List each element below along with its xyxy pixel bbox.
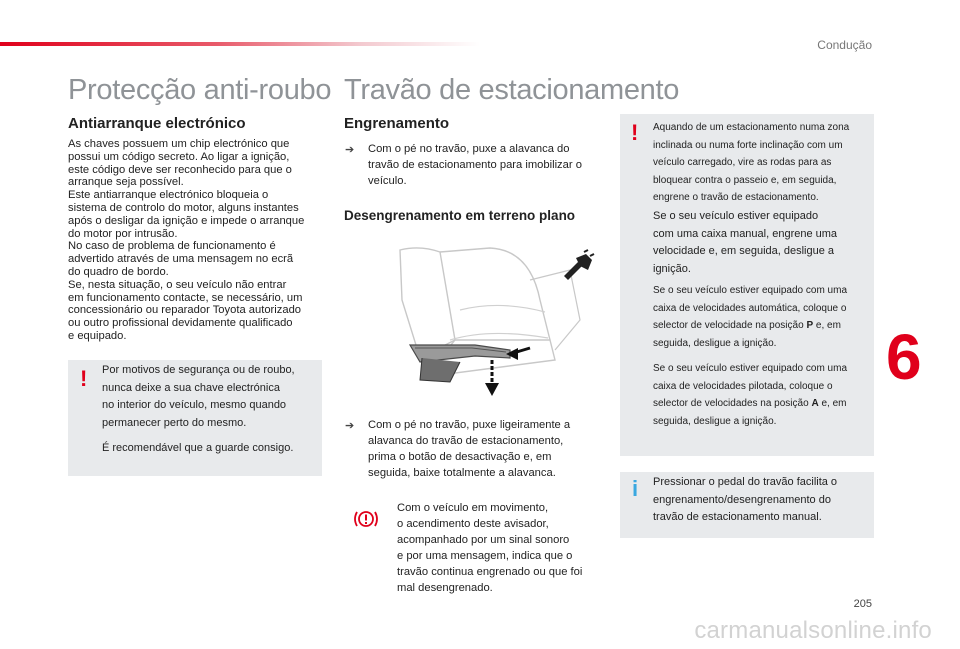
disengage-heading: Desengrenamento em terreno plano (344, 208, 576, 223)
disengage-bullet-icon: ➔ (345, 420, 355, 432)
info-icon: i (632, 476, 639, 501)
right-warning-exclamation-icon: ! (631, 120, 639, 145)
engage-heading: Engrenamento (344, 115, 450, 132)
watermark: carmanualsonline.info (694, 617, 932, 644)
chapter-number: 6 (886, 321, 922, 393)
warning-exclamation-icon: ! (80, 366, 88, 391)
right-warning-text-3: Se o seu veículo estiver equipado com uma caixa de velocidades automática, coloque o selector de velocidade na posição P e, em seguida, desligue a ignição. (653, 285, 847, 349)
disengage-text: Com o pé no travão, puxe ligeiramente a alavanca do travão de estacionamento, prima o botão de desactivação e, em seguida, baixe totalmente a alavanca. (368, 419, 571, 479)
left-paragraphs: As chaves possuem um chip electrónico que possui um código secreto. Ao ligar a ignição, este código deve ser reconhecido para que o arranque seja possível. Este antiarranque electrónico bloqueia o sistema de controlo do motor, alguns instantes após o desligar da ignição e impede o arranque do motor por intrusão. No caso de problema de funcionamento é advertido através de uma mensagem no ecrã do quadro de bordo. Se, nesta situação, o seu veículo não entrar em funcionamento contacte, se necessário, um concessionário ou reparador Toyota autorizado ou outro profissional devidamente qualificado e equipado. (68, 138, 305, 342)
header-accent-bar (0, 42, 480, 46)
middle-title: Travão de estacionamento (344, 74, 680, 106)
brake-warning-lamp-icon (352, 508, 380, 530)
right-warning-text-1: Aquando de um estacionamento numa zona inclinada ou numa forte inclinação com um veículo carregado, vire as rodas para as bloquear contra o passeio e, em seguida, engrene o travão de estacionamento. (653, 122, 850, 203)
left-warning-text-2: É recomendável que a guarde consigo. (102, 442, 294, 454)
brake-alert-text: Com o veículo em movimento, o acendimento deste avisador, acompanhado por um sinal sonoro e por uma mensagem, indica que o travão continua engrenado ou que foi mal desengrenado. (397, 502, 583, 594)
left-title: Protecção anti-roubo (68, 74, 332, 106)
left-subtitle: Antiarranque electrónico (68, 115, 246, 132)
page-number: 205 (853, 598, 872, 610)
engage-bullet-icon: ➔ (345, 144, 355, 156)
right-info-text: Pressionar o pedal do travão facilita o engrenamento/desengrenamento do travão de estacionamento manual. (653, 476, 838, 523)
right-warning-text-4: Se o seu veículo estiver equipado com uma caixa de velocidades pilotada, coloque o selector de velocidades na posição A e, em seguida, desligue a ignição. (653, 363, 847, 427)
section-label: Condução (817, 38, 872, 52)
hand-lever-icon (560, 248, 596, 284)
right-warning-text-2: Se o seu veículo estiver equipado com uma caixa manual, engrene uma velocidade e, em seguida, desligue a ignição. (653, 210, 838, 275)
left-warning-text-1: Por motivos de segurança ou de roubo, nunca deixe a sua chave electrónica no interior do veículo, mesmo quando permanecer perto do mesmo. (102, 364, 295, 429)
engage-text: Com o pé no travão, puxe a alavanca do travão de estacionamento para imobilizar o veículo. (368, 143, 582, 187)
